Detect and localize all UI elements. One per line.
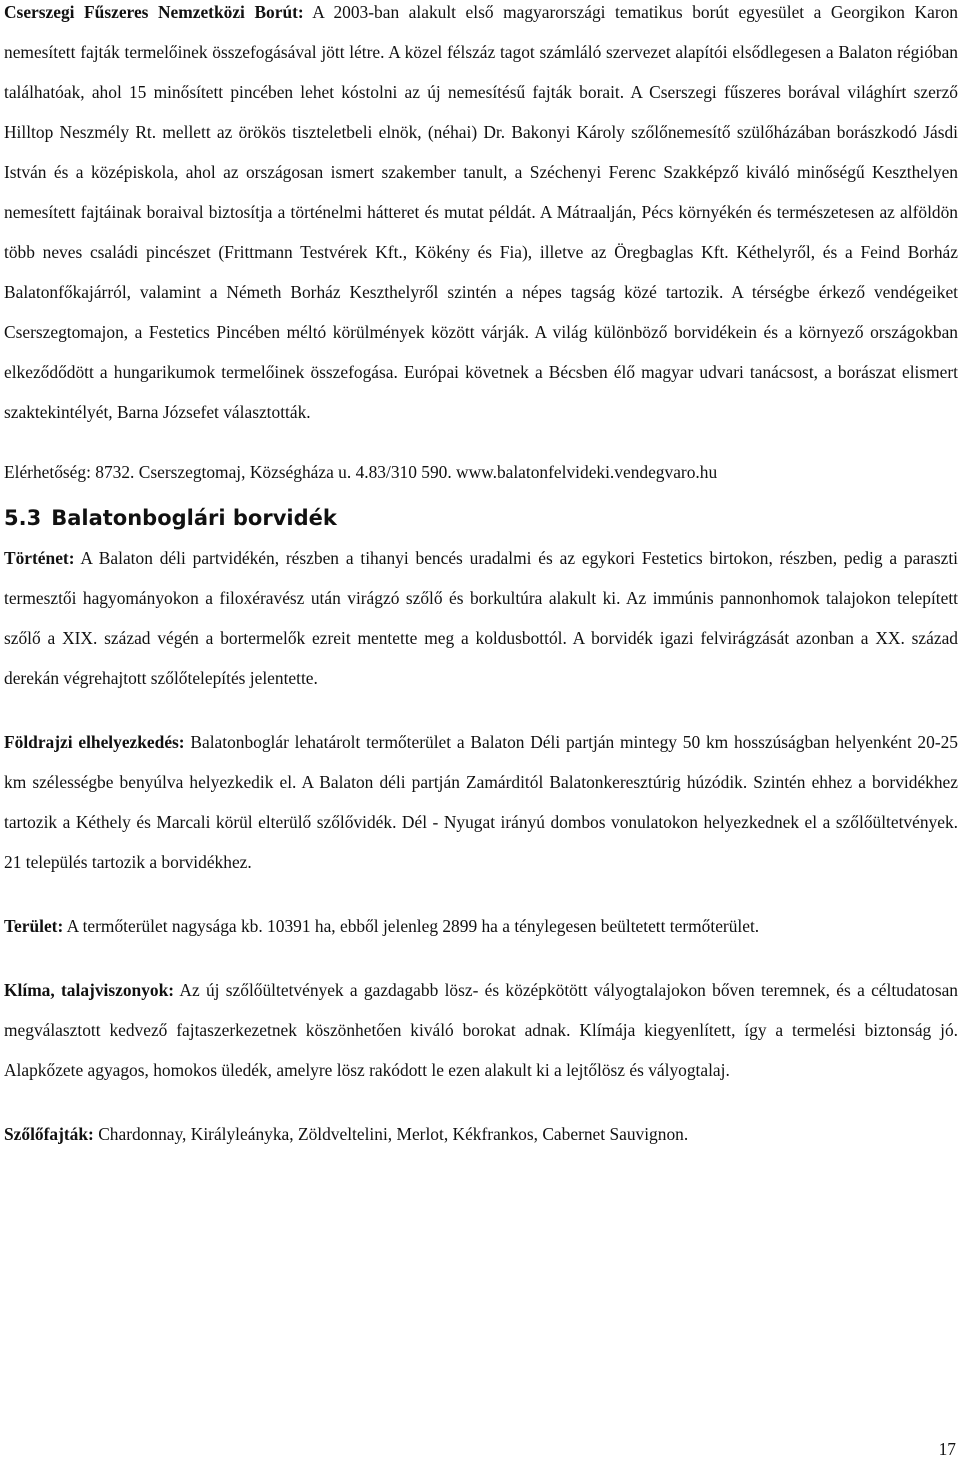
varieties-text: Chardonnay, Királyleányka, Zöldveltelini, Merlot, Kékfrankos, Cabernet Sauvignon.	[93, 1124, 689, 1144]
geography-text: Balatonboglár lehatárolt termőterület a Balaton Déli partján mintegy 50 km hosszúságban helyenként 20-25 km szélességbe benyúlva helyezkedik el. A Balaton déli partján Zamárditól Balatonkeresztúrig húzódik. Szintén ehhez a borvidékhez tartozik a Kéthely és Marcali körül elterülő szőlővidék. Dél - Nyugat irányú dombos vonulatokon helyezkednek el a szőlőültetvények. 21 település tartozik a borvidékhez.	[4, 732, 958, 872]
varieties-paragraph	[4, 1114, 958, 1154]
climate-text: Az új szőlőültetvények a gazdagabb lösz- és középkötött vályogtalajokon bőven teremnek, és a céltudatosan megválasztott kedvező fajtaszerkezetnek köszönhetően kiváló borokat adnak. Klímája kiegyenlített, így a termelési biztonság jó. Alapkőzete agyagos, homokos üledék, amelyre lösz rakódott le ezen alakult ki a lejtőlösz és vályogtalaj.	[4, 980, 959, 1080]
climate-label: Klíma, talajviszonyok:	[4, 980, 175, 1000]
history-text: A Balaton déli partvidékén, részben a tihanyi bencés uradalmi és az egykori Festetics birtokon, részben, pedig a paraszti termesztői hagyományokon a filoxéravész után virágzó szőlő és borkultúra alakult ki. Az immúnis pannonhomok talajokon telepített szőlő a XIX. század végén a bortermelők ezreit mentette meg a koldusbottól. A borvidék igazi felvirágzását azonban a XX. század derekán végrehajtott szőlőtelepítés jelentette.	[4, 548, 958, 688]
climate-paragraph	[4, 970, 958, 1090]
history-label: Történet:	[4, 548, 75, 568]
section-heading	[4, 504, 958, 532]
geography-label: Földrajzi elhelyezkedés:	[4, 732, 185, 752]
varieties-label: Szőlőfajták:	[4, 1124, 94, 1144]
area-label: Terület:	[4, 916, 64, 936]
section-title: Balatonboglári borvidék	[51, 506, 337, 530]
borut-paragraph	[4, 0, 958, 432]
area-text: A termőterület nagysága kb. 10391 ha, ebből jelenleg 2899 ha a ténylegesen beültetett termőterület.	[63, 916, 760, 936]
section-number: 5.3	[4, 506, 42, 530]
geography-paragraph	[4, 722, 958, 882]
history-paragraph	[4, 538, 958, 698]
document-page	[4, 0, 958, 1154]
borut-label: Cserszegi Fűszeres Nemzetközi Borút:	[4, 2, 304, 22]
page-number: 17	[938, 1439, 956, 1459]
area-paragraph	[4, 906, 958, 946]
borut-text: A 2003-ban alakult első magyarországi tematikus borút egyesület a Georgikon Karon nemesített fajták termelőinek összefogásával jött létre. A közel félszáz tagot számláló szervezet alapítói elsődlegesen a Balaton régióban találhatóak, ahol 15 minősített pincében lehet kóstolni az új nemesítésű fajták borait. A Cserszegi fűszeres borával világhírt szerző Hilltop Neszmély Rt. mellett az örökös tiszteletbeli elnök, (néhai) Dr. Bakonyi Károly szőlőnemesítő szülőházában borászkodó Jásdi István és a középiskola, ahol az országosan ismert szakember tanult, a Széchenyi Ferenc Szakképző kiváló minőségű Keszthelyen nemesített fajtáinak boraival biztosítja a történelmi hátteret és mutat példát. A Mátraalján, Pécs környékén és természetesen az alföldön több neves családi pincészet (Frittmann Testvérek Kft., Kökény és Fia), illetve az Öregbaglas Kft. Kéthelyről, és a Feind Borház Balatonfőkajárról, valamint a Németh Borház Keszthelyről szintén a népes tagság közé tartozik. A térségbe érkező vendégeiket Cserszegtomajon, a Festetics Pincében méltó körülmények között várják. A világ különböző borvidékein és a környező országokban elkeződődött a hungarikumok termelőinek összefogása. Európai követnek a Bécsben élő magyar udvari tanácsost, a borászat elismert szaktekintélyét, Barna Józsefet választották.	[4, 2, 959, 422]
contact-line: Elérhetőség: 8732. Cserszegtomaj, Községháza u. 4.83/310 590. www.balatonfelvideki.vendegvaro.hu	[4, 462, 718, 482]
